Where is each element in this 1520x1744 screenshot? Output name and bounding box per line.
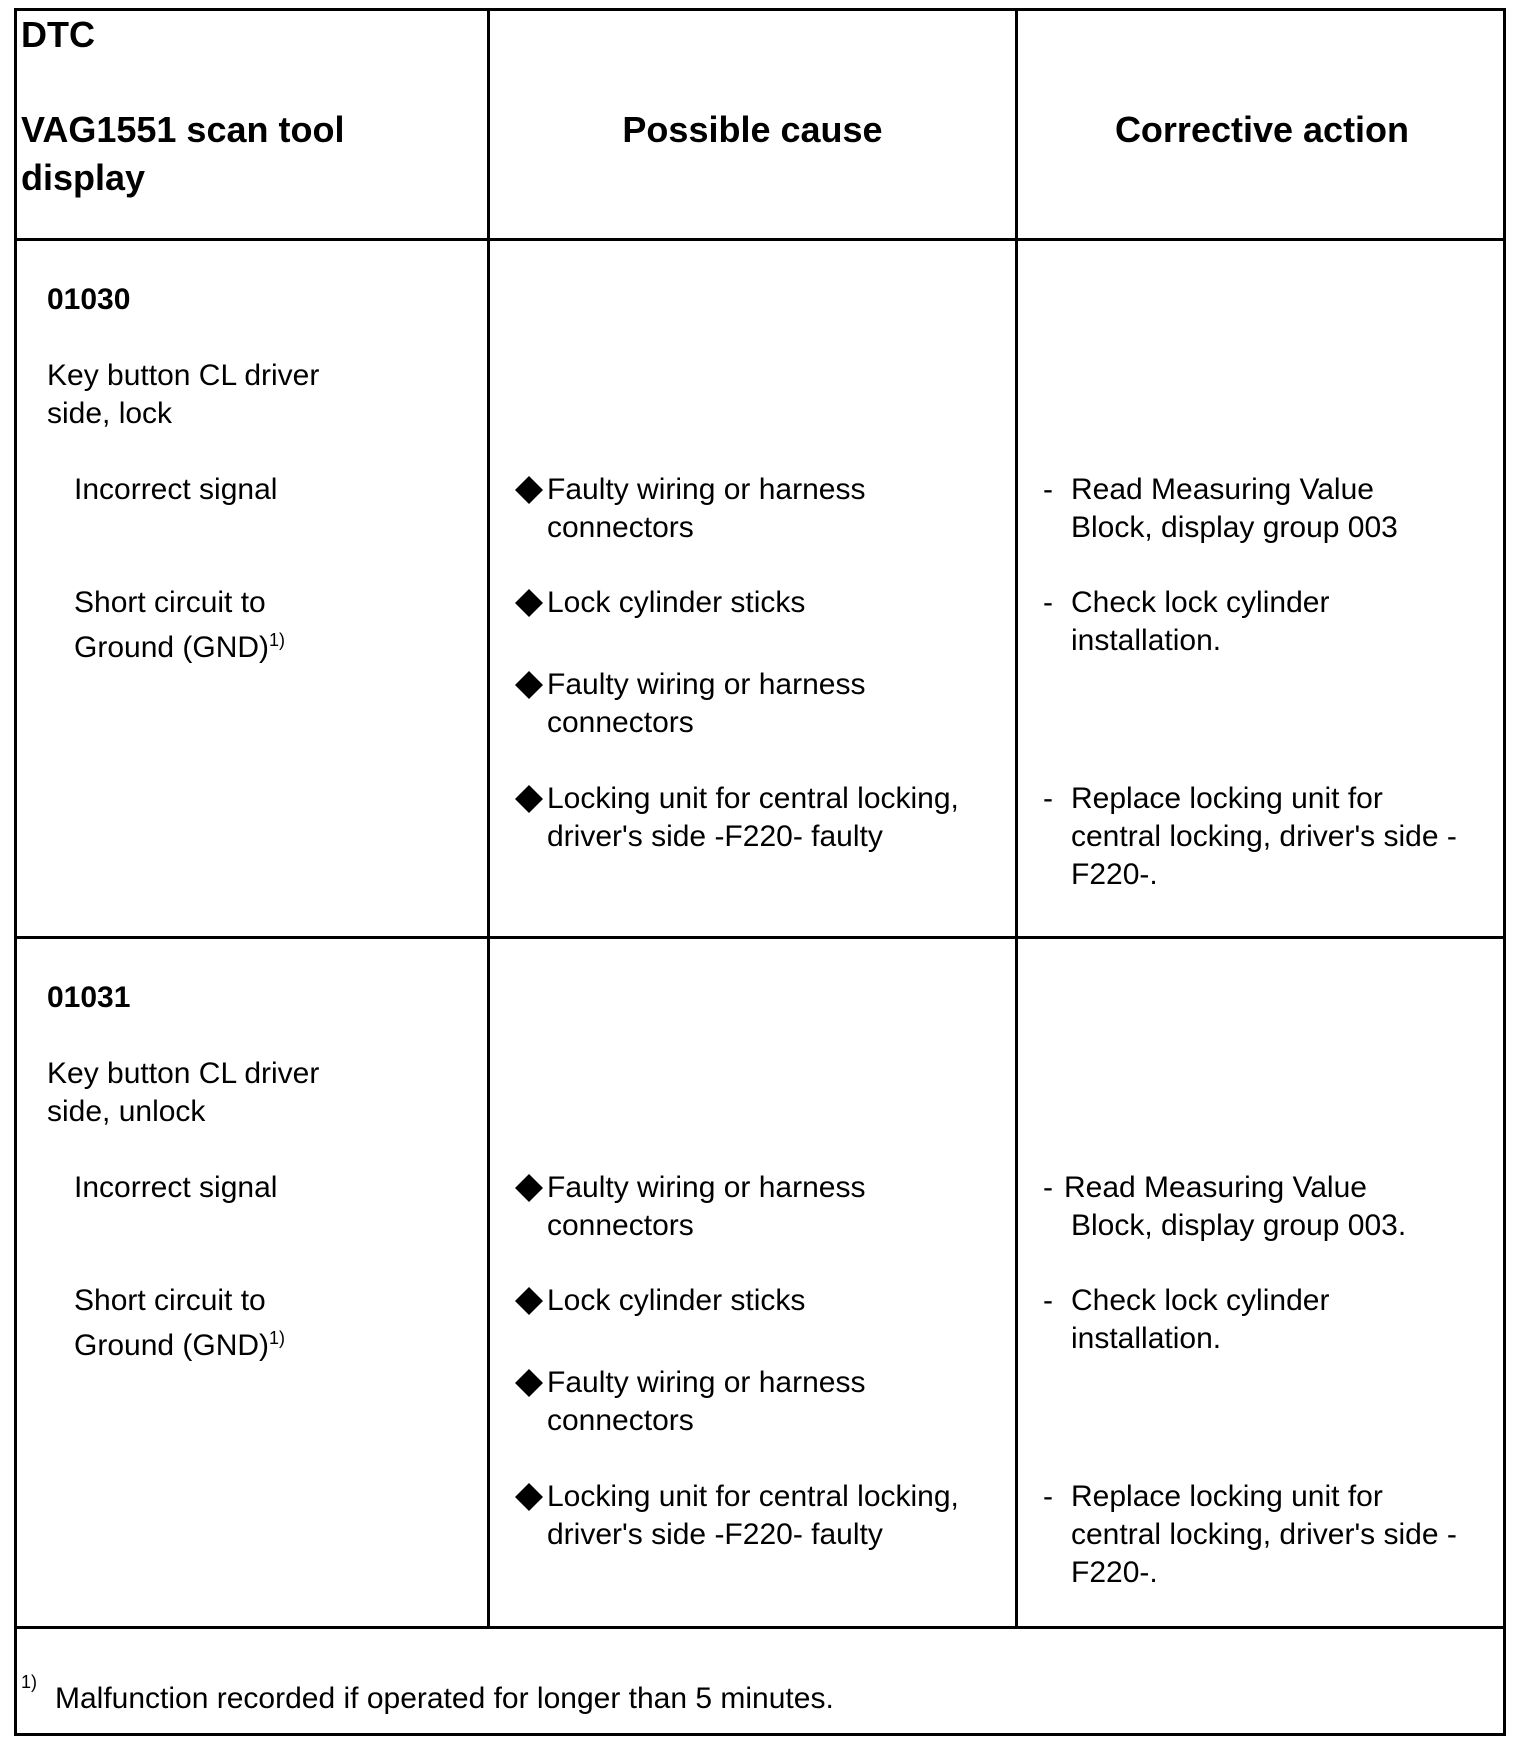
cause-text: Faulty wiring or harness (547, 668, 866, 701)
action-text: installation. (1071, 624, 1222, 657)
cause-text: Faulty wiring or harness (547, 473, 866, 506)
action-text: Block, display group 003 (1071, 511, 1398, 544)
action-text: Replace locking unit for (1071, 1480, 1383, 1513)
action-text: installation. (1071, 1322, 1222, 1355)
cause-text: Locking unit for central locking, (547, 1480, 959, 1513)
fault-type: Short circuit to (74, 586, 266, 619)
dtc-code: 01030 (47, 283, 131, 316)
cause-text: driver's side -F220- faulty (547, 1518, 883, 1551)
action-dash: - (1043, 586, 1053, 619)
cause-text: Lock cylinder sticks (547, 586, 806, 619)
cause-text: connectors (547, 1209, 694, 1242)
action-dash: - (1043, 1284, 1053, 1317)
dtc-table (14, 8, 1506, 1736)
cause-text: driver's side -F220- faulty (547, 820, 883, 853)
action-text: central locking, driver's side - (1071, 820, 1457, 853)
action-dash: - (1043, 1480, 1053, 1513)
header-dtc: DTC (21, 14, 95, 55)
fault-type: Incorrect signal (74, 1171, 278, 1204)
dtc-description: Key button CL driver (47, 1057, 320, 1090)
header-corrective-action: Corrective action (1114, 109, 1410, 150)
diamond-bullet-icon (514, 1482, 544, 1512)
action-text: Read Measuring Value (1071, 473, 1374, 506)
header-scan-tool: VAG1551 scan tool (21, 109, 345, 150)
diamond-bullet-icon (514, 670, 544, 700)
header-divider (17, 238, 1503, 241)
footnote-ref: 1) (269, 1328, 286, 1348)
action-text: Check lock cylinder (1071, 586, 1330, 619)
diamond-bullet-icon (514, 475, 544, 505)
header-possible-cause: Possible cause (622, 109, 883, 150)
action-dash: - (1043, 473, 1053, 506)
action-dash: - (1043, 782, 1053, 815)
dtc-code: 01031 (47, 981, 131, 1014)
cause-text: Faulty wiring or harness (547, 1366, 866, 1399)
action-text: central locking, driver's side - (1071, 1518, 1457, 1551)
action-text: Check lock cylinder (1071, 1284, 1330, 1317)
diamond-bullet-icon (514, 784, 544, 814)
footnote-text: Malfunction recorded if operated for longer than 5 minutes. (55, 1682, 834, 1715)
footnote-divider (17, 1626, 1503, 1629)
action-text: Replace locking unit for (1071, 782, 1383, 815)
action-text: F220-. (1071, 858, 1158, 891)
fault-type: Incorrect signal (74, 473, 278, 506)
dtc-description: Key button CL driver (47, 359, 320, 392)
action-text: Read Measuring Value (1064, 1171, 1367, 1204)
footnote-marker: 1) (21, 1672, 38, 1692)
cause-text: Lock cylinder sticks (547, 1284, 806, 1317)
action-text: Block, display group 003. (1071, 1209, 1407, 1242)
action-text: F220-. (1071, 1556, 1158, 1589)
column-divider-2 (1015, 11, 1018, 1626)
fault-type: Short circuit to (74, 1284, 266, 1317)
diamond-bullet-icon (514, 1173, 544, 1203)
cause-text: connectors (547, 706, 694, 739)
fault-type: Ground (GND)$^{1)}$ (74, 1328, 286, 1362)
diamond-bullet-icon (514, 1368, 544, 1398)
header-display: display (21, 157, 146, 198)
column-divider-1 (487, 11, 490, 1626)
cause-text: connectors (547, 511, 694, 544)
footnote-ref: 1) (269, 630, 286, 650)
diamond-bullet-icon (514, 1286, 544, 1316)
dtc-description: side, unlock (47, 1095, 206, 1128)
fault-type: Ground (GND)$^{1)}$ (74, 630, 286, 664)
cause-text: connectors (547, 1404, 694, 1437)
cause-text: Locking unit for central locking, (547, 782, 959, 815)
action-dash: - (1043, 1171, 1053, 1204)
cause-text: Faulty wiring or harness (547, 1171, 866, 1204)
dtc-description: side, lock (47, 397, 173, 430)
row-divider (17, 936, 1503, 939)
diamond-bullet-icon (514, 588, 544, 618)
